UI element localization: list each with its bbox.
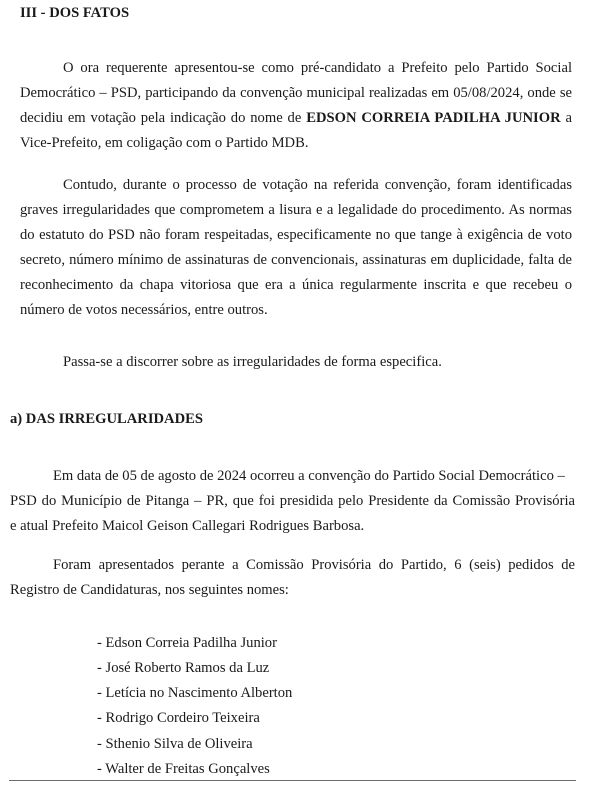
candidate-name-bold: EDSON CORREIA PADILHA JUNIOR [306,110,561,126]
list-item: - Sthenio Silva de Oliveira [97,736,253,752]
paragraph-line: PSD do Município de Pitanga – PR, que foi presidida pelo Presidente da Comissão Provisória [10,493,575,509]
paragraph-registrations [10,557,575,607]
paragraph-line: Foram apresentados perante a Comissão Provisória do Partido, 6 (seis) pedidos de [53,557,575,573]
paragraph-line: O ora requerente apresentou-se como pré-candidato a Prefeito pelo Partido Social [63,60,572,76]
list-item: - Walter de Freitas Gonçalves [97,761,270,777]
list-item: - Letícia no Nascimento Alberton [97,685,293,701]
paragraph-line: secreto, número mínimo de assinaturas de convencionais, assinaturas em duplicidade, falta de [20,252,572,268]
paragraph-text: a [565,110,572,126]
paragraph-line: graves irregularidades que comprometem a lisura e a legalidade do procedimento. As normas [20,202,572,218]
paragraph-line: Registro de Candidaturas, nos seguintes nomes: [10,582,289,598]
list-item: - Rodrigo Cordeiro Teixeira [97,710,260,726]
paragraph-facts [20,60,572,160]
paragraph-convention [10,468,575,543]
page-bottom-rule [9,780,576,781]
list-item: - José Roberto Ramos da Luz [97,660,270,676]
paragraph-line: do estatuto do PSD não foram respeitadas, especificamente no que tange à exigência de voto [20,227,572,243]
paragraph-line [20,110,572,135]
paragraph-line: Em data de 05 de agosto de 2024 ocorreu a convenção do Partido Social Democrático – [53,468,565,484]
paragraph-line: Vice-Prefeito, em coligação com o Partido MDB. [20,135,309,151]
paragraph-line: Democrático – PSD, participando da convenção municipal realizadas em 05/08/2024, onde se [20,85,572,101]
paragraph-line: Contudo, durante o processo de votação na referida convenção, foram identificadas [63,177,572,193]
paragraph-transition: Passa-se a discorrer sobre as irregularidades de forma especifica. [63,354,442,370]
list-item: - Edson Correia Padilha Junior [97,635,277,651]
paragraph-line: e atual Prefeito Maicol Geison Callegari Rodrigues Barbosa. [10,518,365,534]
section-heading: III - DOS FATOS [20,5,130,21]
paragraph-line: reconhecimento da chapa vitoriosa que era a única regularmente inscrita e que recebeu o [20,277,572,293]
paragraph-line: número de votos necessários, entre outros. [20,302,268,318]
paragraph-irregularities-summary [20,177,572,327]
paragraph-text: decidiu em votação pela indicação do nome de [20,110,302,126]
subsection-heading: a) DAS IRREGULARIDADES [10,411,203,427]
